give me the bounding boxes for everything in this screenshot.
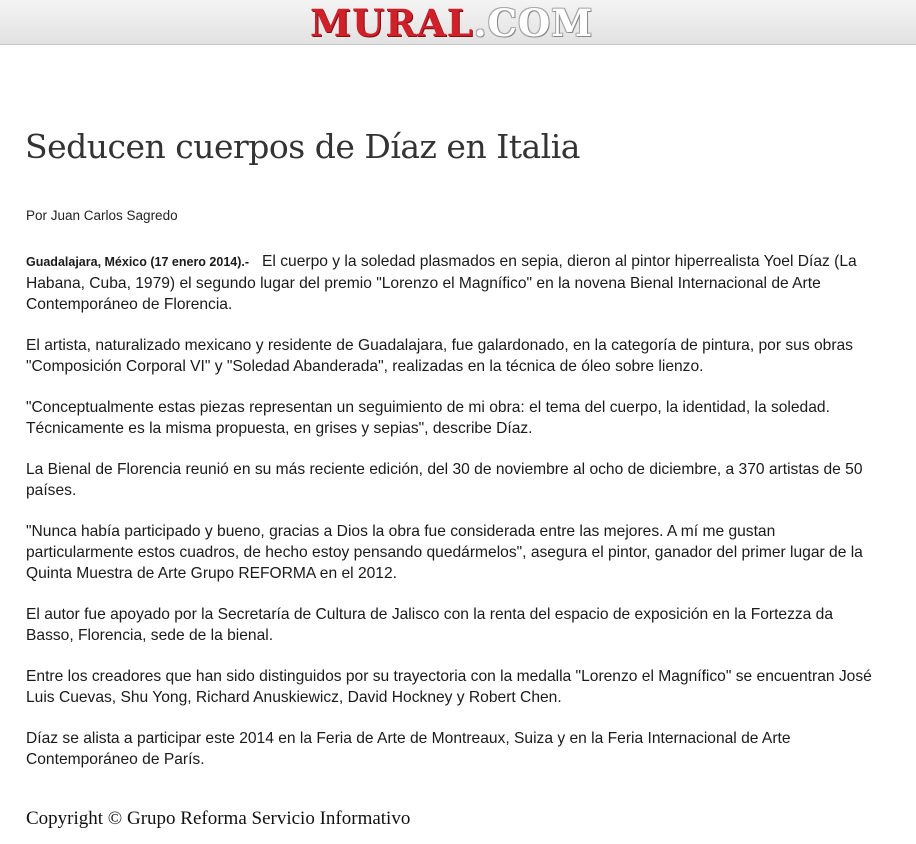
article-paragraph: Entre los creadores que han sido distinguidos por su trayectoria con la medalla "Lorenzo el Magnífico" se encuentran José Luis Cuevas, Shu Yong, Richard Anuskiewicz, David Hockney y Robert Chen. [26, 668, 872, 706]
article-paragraph: El autor fue apoyado por la Secretaría de Cultura de Jalisco con la renta del espacio de exposición en la Fortezza da Basso, Florencia, sede de la bienal. [26, 606, 834, 644]
article-lead-text: El cuerpo y la soledad plasmados en sepia, dieron al pintor hiperrealista Yoel Díaz (La Habana, Cuba, 1979) el segundo lugar del premio "Lorenzo el Magnífico" en la novena Bienal Internacional de Arte Contemporáneo de Florencia. [26, 253, 857, 313]
copyright-notice: Copyright © Grupo Reforma Servicio Informativo [26, 808, 411, 829]
article-paragraph: Díaz se alista a participar este 2014 en la Feria de Arte de Montreaux, Suiza y en la Feria Internacional de Arte Contemporáneo de París. [26, 730, 791, 768]
masthead [0, 0, 916, 45]
mural-logo[interactable] [310, 2, 610, 44]
article-lead-paragraph [26, 251, 876, 315]
article-paragraph: El artista, naturalizado mexicano y residente de Guadalajara, fue galardonado, en la categoría de pintura, por sus obras "Composición Corporal VI" y "Soledad Abanderada", realizadas en la técnica de óleo sobre lienzo. [26, 337, 853, 375]
article-byline: Por Juan Carlos Sagredo [26, 208, 178, 223]
article-paragraph: "Nunca había participado y bueno, gracias a Dios la obra fue considerada entre las mejores. A mí me gustan particularmente estos cuadros, de hecho estoy pensando quedármelos", asegura el pintor, ganador del primer lugar de la Quinta Muestra de Arte Grupo REFORMA en el 2012. [26, 523, 863, 582]
article-paragraph: "Conceptualmente estas piezas representan un seguimiento de mi obra: el tema del cuerpo, la identidad, la soledad. Técnicamente es la misma propuesta, en grises y sepias", describe Díaz. [26, 399, 830, 437]
article-headline: Seducen cuerpos de Díaz en Italia [25, 127, 580, 166]
article-dateline: Guadalajara, México (17 enero 2014).- [26, 255, 250, 269]
article-paragraph: La Bienal de Florencia reunió en su más reciente edición, del 30 de noviembre al ocho de diciembre, a 370 artistas de 50 países. [26, 461, 863, 499]
logo-brand-text: MURAL [310, 1, 474, 45]
logo-tld-text: .COM [473, 1, 594, 45]
article-body [26, 251, 876, 790]
